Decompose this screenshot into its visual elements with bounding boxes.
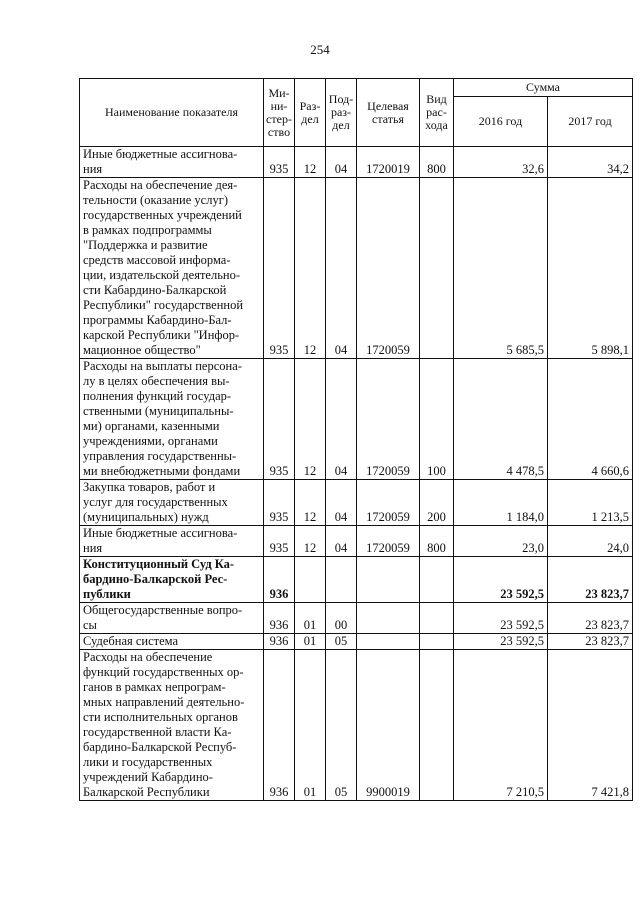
header-sum: Сумма	[454, 79, 633, 97]
row-ministry: 935	[264, 526, 295, 557]
row-subsection: 04	[326, 359, 357, 480]
row-expense: 100	[420, 359, 454, 480]
row-target	[357, 557, 420, 603]
row-expense	[420, 603, 454, 634]
row-ministry: 935	[264, 359, 295, 480]
table-row	[80, 178, 633, 359]
header-target: Целевая статья	[357, 79, 420, 147]
header-ministry: Ми- ни- стер- ство	[264, 79, 295, 147]
row-ministry: 935	[264, 480, 295, 526]
row-2017: 7 421,8	[548, 650, 633, 801]
row-section: 01	[295, 634, 326, 650]
row-name: Конституционный Суд Ка- бардино-Балкарской Рес- публики	[80, 557, 264, 603]
row-ministry: 936	[264, 603, 295, 634]
table-row	[80, 603, 633, 634]
row-2016: 4 478,5	[454, 359, 548, 480]
row-section: 12	[295, 526, 326, 557]
row-section: 12	[295, 480, 326, 526]
row-2017: 4 660,6	[548, 359, 633, 480]
row-2016: 23 592,5	[454, 557, 548, 603]
row-ministry: 935	[264, 178, 295, 359]
budget-table	[79, 78, 633, 801]
row-2016: 23,0	[454, 526, 548, 557]
row-2016: 7 210,5	[454, 650, 548, 801]
row-expense	[420, 650, 454, 801]
row-target	[357, 634, 420, 650]
row-2017: 24,0	[548, 526, 633, 557]
row-expense: 800	[420, 147, 454, 178]
row-name: Закупка товаров, работ и услуг для государственных (муниципальных) нужд	[80, 480, 264, 526]
table-row	[80, 480, 633, 526]
row-subsection: 04	[326, 480, 357, 526]
table-row	[80, 634, 633, 650]
header-section: Раз- дел	[295, 79, 326, 147]
row-2016: 1 184,0	[454, 480, 548, 526]
row-name: Иные бюджетные ассигнова- ния	[80, 147, 264, 178]
row-subsection: 05	[326, 634, 357, 650]
row-expense	[420, 178, 454, 359]
row-target: 9900019	[357, 650, 420, 801]
header-2017: 2017 год	[548, 97, 633, 147]
header-2016: 2016 год	[454, 97, 548, 147]
table-row	[80, 557, 633, 603]
row-expense	[420, 557, 454, 603]
row-ministry: 936	[264, 650, 295, 801]
row-target: 1720059	[357, 526, 420, 557]
row-section: 12	[295, 359, 326, 480]
row-2017: 34,2	[548, 147, 633, 178]
row-ministry: 936	[264, 634, 295, 650]
row-2016: 23 592,5	[454, 634, 548, 650]
row-name: Расходы на обеспечение функций государственных ор- ганов в рамках непрограм- мных направлений деятельно- сти исполнительных органов государственной власти Ка- бардино-Балкарской Респуб- лики и государственных учреждений Кабардино- Балкарской Республики	[80, 650, 264, 801]
table-row	[80, 650, 633, 801]
table-row	[80, 147, 633, 178]
table-row	[80, 359, 633, 480]
row-subsection: 04	[326, 178, 357, 359]
row-subsection	[326, 557, 357, 603]
row-target: 1720059	[357, 359, 420, 480]
header-subsection: Под- раз- дел	[326, 79, 357, 147]
table-body	[80, 147, 633, 801]
row-2017: 1 213,5	[548, 480, 633, 526]
table-row	[80, 526, 633, 557]
row-2017: 5 898,1	[548, 178, 633, 359]
row-ministry: 936	[264, 557, 295, 603]
row-target: 1720019	[357, 147, 420, 178]
row-section: 01	[295, 650, 326, 801]
header-expense: Вид рас- хода	[420, 79, 454, 147]
row-ministry: 935	[264, 147, 295, 178]
row-section	[295, 557, 326, 603]
row-subsection: 05	[326, 650, 357, 801]
row-expense	[420, 634, 454, 650]
row-section: 12	[295, 147, 326, 178]
row-name: Общегосударственные вопро- сы	[80, 603, 264, 634]
row-target	[357, 603, 420, 634]
page-number: 254	[310, 42, 330, 57]
row-subsection: 04	[326, 526, 357, 557]
row-subsection: 00	[326, 603, 357, 634]
row-name: Судебная система	[80, 634, 264, 650]
row-name: Иные бюджетные ассигнова- ния	[80, 526, 264, 557]
row-section: 12	[295, 178, 326, 359]
row-target: 1720059	[357, 178, 420, 359]
row-expense: 800	[420, 526, 454, 557]
header-name: Наименование показателя	[80, 79, 264, 147]
row-expense: 200	[420, 480, 454, 526]
row-2016: 23 592,5	[454, 603, 548, 634]
row-target: 1720059	[357, 480, 420, 526]
row-2016: 5 685,5	[454, 178, 548, 359]
row-subsection: 04	[326, 147, 357, 178]
row-2017: 23 823,7	[548, 557, 633, 603]
row-2017: 23 823,7	[548, 634, 633, 650]
row-name: Расходы на обеспечение дея- тельности (оказание услуг) государственных учреждений в рамках подпрограммы "Поддержка и развитие средств массовой информа- ции, издательской деятельно- сти Кабардино-Балкарской Республики" государственной программы Кабардино-Бал- карской Республики "Инфор- мационное общество"	[80, 178, 264, 359]
row-section: 01	[295, 603, 326, 634]
row-name: Расходы на выплаты персона- лу в целях обеспечения вы- полнения функций государ- ственными (муниципальны- ми) органами, казенными учреждениями, органами управления государственны- ми внебюджетными фондами	[80, 359, 264, 480]
row-2016: 32,6	[454, 147, 548, 178]
row-2017: 23 823,7	[548, 603, 633, 634]
